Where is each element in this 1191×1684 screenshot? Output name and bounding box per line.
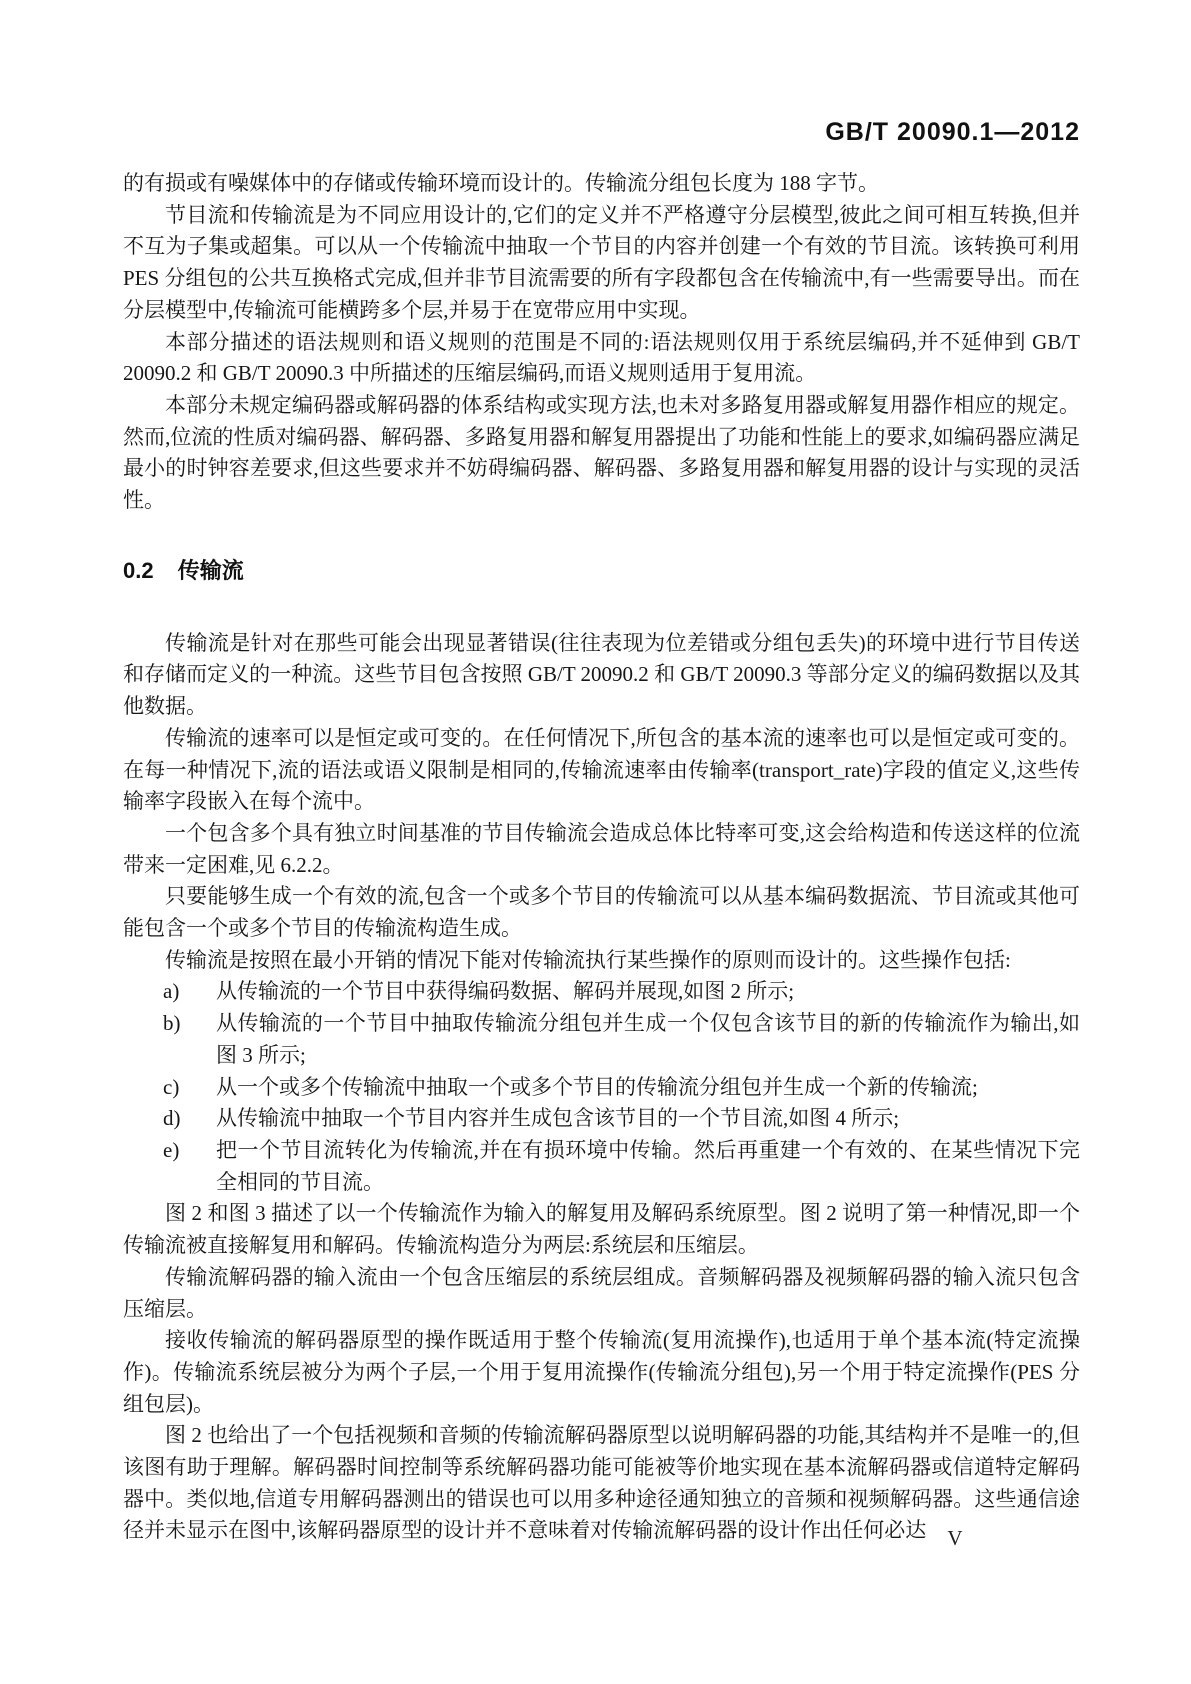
paragraph: 接收传输流的解码器原型的操作既适用于整个传输流(复用流操作),也适用于单个基本流(特定流操作)。传输流系统层被分为两个子层,一个用于复用流操作(传输流分组包),另一个用于特定流操作(PES 分组包层)。 [123, 1328, 1080, 1416]
page-number: V [947, 1526, 963, 1550]
section-number: 0.2 [123, 557, 154, 583]
section-title: 传输流 [177, 557, 244, 583]
list-item-letter: e) [163, 1137, 180, 1162]
paragraph: 本部分描述的语法规则和语义规则的范围是不同的:语法规则仅用于系统层编码,并不延伸到 GB/T 20090.2 和 GB/T 20090.3 中所描述的压缩层编码,而语义规则适用于复用流。 [123, 329, 1080, 386]
list-item-text: 把一个节目流转化为传输流,并在有损环境中传输。然后再重建一个有效的、在某些情况下完全相同的节目流。 [216, 1137, 1080, 1194]
paragraph: 图 2 也给出了一个包括视频和音频的传输流解码器原型以说明解码器的功能,其结构并不是唯一的,但该图有助于理解。解码器时间控制等系统解码器功能可能被等价地实现在基本流解码器或信道特定解码器中。类似地,信道专用解码器测出的错误也可以用多种途径通知独立的音频和视频解码器。这些通信途径并未显示在图中,该解码器原型的设计并不意味着对传输流解码器的设计作出任何必达 [123, 1423, 1080, 1543]
list-item-letter: c) [163, 1074, 180, 1099]
paragraph: 传输流解码器的输入流由一个包含压缩层的系统层组成。音频解码器及视频解码器的输入流只包含压缩层。 [123, 1264, 1080, 1321]
list-item [123, 1103, 1080, 1135]
paragraph: 只要能够生成一个有效的流,包含一个或多个节目的传输流可以从基本编码数据流、节目流或其他可能包含一个或多个节目的传输流构造生成。 [123, 884, 1080, 941]
paragraph: 传输流的速率可以是恒定或可变的。在任何情况下,所包含的基本流的速率也可以是恒定或可变的。在每一种情况下,流的语法或语义限制是相同的,传输流速率由传输率(transport_rate)字段的值定义,这些传输率字段嵌入在每个流中。 [123, 725, 1080, 814]
list-item-letter: d) [163, 1106, 181, 1131]
list-item [123, 1135, 1080, 1198]
paragraph: 传输流是针对在那些可能会出现显著错误(往往表现为位差错或分组包丢失)的环境中进行节目传送和存储而定义的一种流。这些节目包含按照 GB/T 20090.2 和 GB/T 20090.3 等部分定义的编码数据以及其他数据。 [123, 630, 1080, 719]
paragraph: 节目流和传输流是为不同应用设计的,它们的定义并不严格遵守分层模型,彼此之间可相互转换,但并不互为子集或超集。可以从一个传输流中抽取一个节目的内容并创建一个有效的节目流。该转换可利用 PES 分组包的公共互换格式完成,但并非节目流需要的所有字段都包含在传输流中,有一些需要导出。而在分层模型中,传输流可能横跨多个层,并易于在宽带应用中实现。 [123, 202, 1080, 322]
paragraph: 本部分未规定编码器或解码器的体系结构或实现方法,也未对多路复用器或解复用器作相应的规定。然而,位流的性质对编码器、解码器、多路复用器和解复用器提出了功能和性能上的要求,如编码器应满足最小的时钟容差要求,但这些要求并不妨碍编码器、解码器、多路复用器和解复用器的设计与实现的灵活性。 [123, 392, 1080, 513]
paragraph: 一个包含多个具有独立时间基准的节目传输流会造成总体比特率可变,这会给构造和传送这样的位流带来一定困难,见 6.2.2。 [123, 820, 1080, 877]
paragraph-continuation: 的有损或有噪媒体中的存储或传输环境而设计的。传输流分组包长度为 188 字节。 [123, 171, 879, 195]
list-item-text: 从一个或多个传输流中抽取一个或多个节目的传输流分组包并生成一个新的传输流; [216, 1074, 978, 1099]
paragraph: 传输流是按照在最小开销的情况下能对传输流执行某些操作的原则而设计的。这些操作包括: [165, 947, 1011, 972]
page-body-text [123, 168, 1080, 1547]
list-item [123, 976, 1080, 1008]
section-heading [123, 555, 1080, 586]
list-item-text: 从传输流中抽取一个节目内容并生成包含该节目的一个节目流,如图 4 所示; [216, 1106, 900, 1131]
list-item-text: 从传输流的一个节目中获得编码数据、解码并展现,如图 2 所示; [216, 979, 795, 1004]
list-item [123, 1072, 1080, 1104]
document-number-header: GB/T 20090.1—2012 [825, 118, 1080, 146]
list-item [123, 1008, 1080, 1071]
paragraph: 图 2 和图 3 描述了以一个传输流作为输入的解复用及解码系统原型。图 2 说明了第一种情况,即一个传输流被直接解复用和解码。传输流构造分为两层:系统层和压缩层。 [123, 1201, 1080, 1258]
list-item-text: 从传输流的一个节目中抽取传输流分组包并生成一个仅包含该节目的新的传输流作为输出,如图 3 所示; [216, 1011, 1080, 1067]
list-item-letter: a) [163, 979, 180, 1004]
list-item-letter: b) [163, 1011, 181, 1036]
